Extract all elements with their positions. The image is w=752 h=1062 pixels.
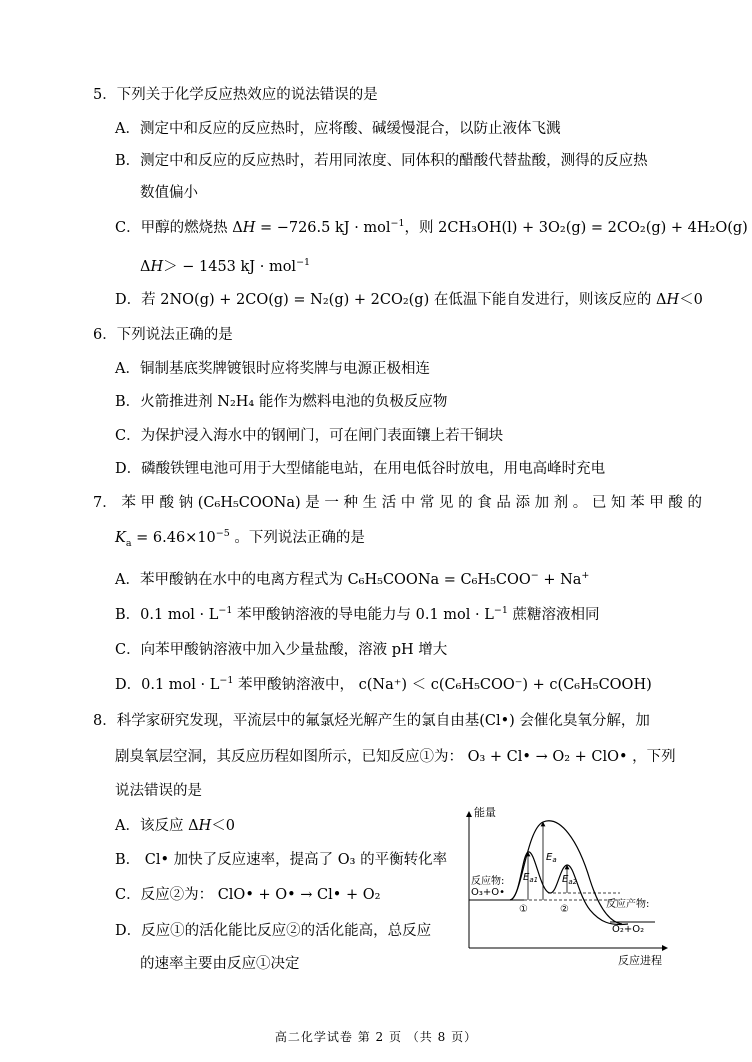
q8-option-d-line1: D．反应①的活化能比反应②的活化能高，总反应	[115, 923, 432, 939]
q6-option-c: C．为保护浸入海水中的钢闸门，可在闸门表面镶上若干铜块	[115, 428, 504, 444]
q6-option-a: A．铜制基底奖牌镀银时应将奖牌与电源正极相连	[115, 361, 430, 377]
q8-option-d-line2: 的速率主要由反应①决定	[140, 956, 300, 972]
q8-stem-line1: 8．科学家研究发现，平流层中的氟氯烃光解产生的氯自由基(Cl•) 会催化臭氧分解，加	[93, 713, 650, 729]
q5-option-b-line2: 数值偏小	[140, 185, 198, 201]
q7-option-d: D．0.1 mol · $L^{-1}$ 苯甲酸钠溶液中， c(Na⁺) ＜ c(C₆H₅COO⁻) + c(C₆H₅COOH)	[115, 675, 652, 693]
reactant-formula: O₃+O•	[471, 887, 506, 898]
q7-option-b: B．0.1 mol · $L^{-1}$ 苯甲酸钠溶液的导电能力与 0.1 mol · $L^{-1}$ 蔗糖溶液相同	[115, 605, 600, 623]
page-footer: 高二化学试卷 第 2 页 （共 8 页）	[274, 1030, 478, 1044]
q7-stem-line2: $K_a = 6.46\times 10^{-5}$ 。下列说法正确的是	[115, 528, 365, 549]
step2-marker: ②	[560, 904, 569, 915]
ea-label: $E_a$	[546, 852, 557, 864]
energy-profile-diagram	[460, 800, 675, 968]
q7-stem-line1: 7． 苯 甲 酸 钠 (C₆H₅COONa) 是 一 种 生 活 中 常 见 的 食 品 添 加 剂 。 已 知 苯 甲 酸 的	[93, 495, 702, 511]
q5-option-b-line1: B．测定中和反应的反应热时，若用同浓度、同体积的醋酸代替盐酸，测得的反应热	[115, 153, 648, 169]
q6-option-d: D．磷酸铁锂电池可用于大型储能电站，在用电低谷时放电，用电高峰时充电	[115, 461, 606, 477]
q5-option-c-line1: C．甲醇的燃烧热 ΔH = −726.5 kJ · mol$^{-1}$，则 2CH₃OH(l) + 3O₂(g) = 2CO₂(g) + 4H₂O(g)	[115, 218, 748, 236]
y-axis-label: 能量	[474, 806, 496, 819]
product-label: 反应产物:	[606, 899, 650, 910]
q6-option-b: B．火箭推进剂 N₂H₄ 能作为燃料电池的负极反应物	[115, 394, 448, 410]
reactant-label: 反应物:	[471, 876, 505, 887]
step1-marker: ①	[519, 904, 528, 915]
q5-option-d: D．若 2NO(g) + 2CO(g) = N₂(g) + 2CO₂(g) 在低温下能自发进行，则该反应的 ΔH＜0	[115, 292, 703, 308]
q8-option-c: C．反应②为： ClO• + O• → Cl• + O₂	[115, 887, 381, 903]
q8-stem-line2: 剧臭氧层空洞，其反应历程如图所示，已知反应①为： O₃ + Cl• → O₂ + ClO• ，下列	[115, 749, 676, 765]
q7-option-c: C．向苯甲酸钠溶液中加入少量盐酸，溶液 pH 增大	[115, 642, 448, 658]
q5-option-a: A．测定中和反应的反应热时，应将酸、碱缓慢混合，以防止液体飞溅	[115, 121, 561, 137]
q8-stem-line3: 说法错误的是	[115, 783, 202, 799]
product-formula: O₂+O₂	[612, 924, 645, 935]
x-axis-label: 反应进程	[618, 954, 662, 967]
ea2-label: $E_{a2}$	[562, 874, 578, 886]
q6-stem: 6．下列说法正确的是	[93, 327, 233, 343]
ea1-label: $E_{a1}$	[523, 872, 539, 884]
q8-option-b: B． Cl• 加快了反应速率，提高了 O₃ 的平衡转化率	[115, 852, 448, 868]
q5-option-c-line2: ΔH＞ − 1453 kJ · mol$^{-1}$	[140, 257, 311, 275]
q5-stem: 5．下列关于化学反应热效应的说法错误的是	[93, 87, 378, 103]
q8-option-a: A．该反应 ΔH＜0	[115, 818, 235, 834]
q7-option-a: A．苯甲酸钠在水中的电离方程式为 C₆H₅COONa = C₆H₅COO− + Na+	[115, 570, 590, 588]
